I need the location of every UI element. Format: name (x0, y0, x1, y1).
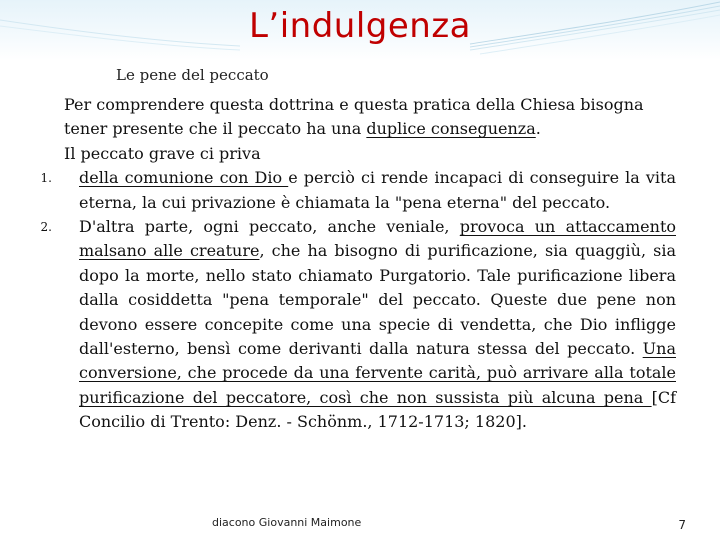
list-item: 2. D'altra parte, ogni peccato, anche veniale, provoca un attaccamento malsano alle creature, che ha bisogno di purificazione, sia quaggiù, sia dopo la morte, nello stato chiamato Purgatorio. Tale purificazione libera dalla cosiddetta "pena temporale" del peccato. Queste due pene non devono essere concepite come una specie di vendetta, che Dio infligge dall'esterno, bensì come derivanti dalla natura stessa del peccato. Una conversione, che procede da una fervente carità, può arrivare alla totale purificazione del peccatore, così che non sussista più alcuna pena [Cf Concilio di Trento: Denz. - Schönm., 1712-1713; 1820]. (64, 215, 676, 435)
page-number: 7 (678, 518, 686, 532)
footer-author: diacono Giovanni Maimone (212, 516, 362, 529)
intro-paragraph: Per comprendere questa dottrina e questa pratica della Chiesa bisogna tener presente che il peccato ha una duplice conseguenza. (64, 95, 644, 139)
page-title: L’indulgenza (248, 6, 472, 46)
content-body (40, 93, 677, 435)
list-item: 1. della comunione con Dio e perciò ci rende incapaci di conseguire la vita eterna, la cui privazione è chiamata la "pena eterna" del peccato. (64, 166, 676, 215)
intro-line: Il peccato grave ci priva (64, 143, 261, 163)
subtitle: Le pene del peccato (116, 66, 269, 84)
list-number: 2. (40, 220, 52, 235)
list-number: 1. (40, 171, 52, 186)
underlined-phrase: della comunione con Dio (79, 168, 289, 188)
underlined-phrase: provoca un attaccamento malsano alle creature (79, 217, 676, 261)
underlined-phrase: duplice conseguenza (366, 119, 536, 139)
underlined-phrase: Una conversione, che procede da una fervente carità, può arrivare alla totale purificazione del peccatore, così che non sussista più alcuna pena (79, 339, 676, 407)
